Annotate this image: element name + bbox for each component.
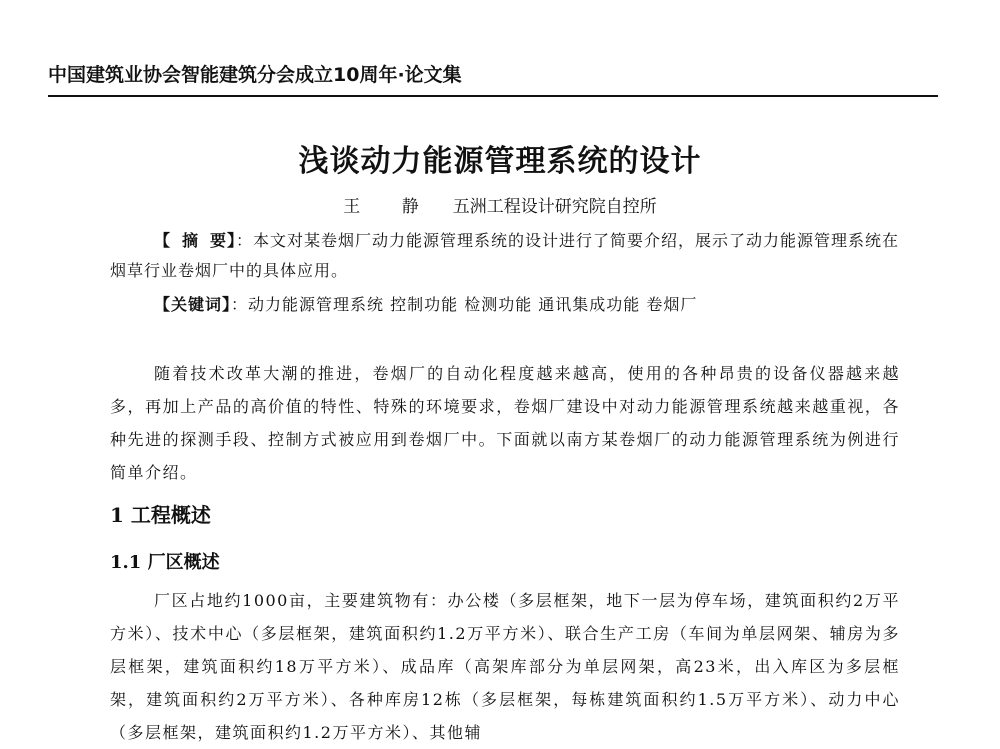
author-affiliation: 五洲工程设计研究院自控所 (452, 197, 657, 217)
keywords-text: ：动力能源管理系统 控制功能 检测功能 通讯集成功能 卷烟厂 (231, 295, 698, 314)
abstract-paragraph (110, 226, 900, 286)
author-name: 王 静 (343, 197, 437, 217)
subsection-heading: 1.1 厂区概述 (110, 552, 220, 573)
running-header: 中国建筑业协会智能建筑分会成立10周年·论文集 (48, 60, 938, 97)
intro-paragraph: 随着技术改革大潮的推进，卷烟厂的自动化程度越来越高，使用的各种昂贵的设备仪器越来越多，再加上产品的高价值的特性、特殊的环境要求，卷烟厂建设中对动力能源管理系统越来越重视，各种先进的探测手段、控制方式被应用到卷烟厂中。下面就以南方某卷烟厂的动力能源管理系统为例进行简单介绍。 (110, 364, 900, 482)
abstract-label: 【摘要】 (154, 231, 237, 250)
abstract-text: ：本文对某卷烟厂动力能源管理系统的设计进行了简要介绍，展示了动力能源管理系统在烟草行业卷烟厂中的具体应用。 (110, 231, 900, 280)
keywords-line (154, 292, 900, 315)
body-paragraph: 厂区占地约1000亩，主要建筑物有：办公楼（多层框架，地下一层为停车场，建筑面积约2万平方米）、技术中心（多层框架，建筑面积约1.2万平方米）、联合生产工房（车间为单层网架、辅房为多层框架，建筑面积约18万平方米）、成品库（高架库部分为单层网架，高23米，出入库区为多层框架，建筑面积约2万平方米）、各种库房12栋（多层框架，每栋建筑面积约1.5万平方米）、动力中心（多层框架，建筑面积约1.2万平方米）、其他辅 (110, 591, 900, 742)
section-heading: 1 工程概述 (110, 503, 211, 527)
page-title: 浅谈动力能源管理系统的设计 (298, 144, 702, 179)
keywords-label: 【关键词】 (154, 295, 232, 314)
author-line (0, 192, 1000, 217)
